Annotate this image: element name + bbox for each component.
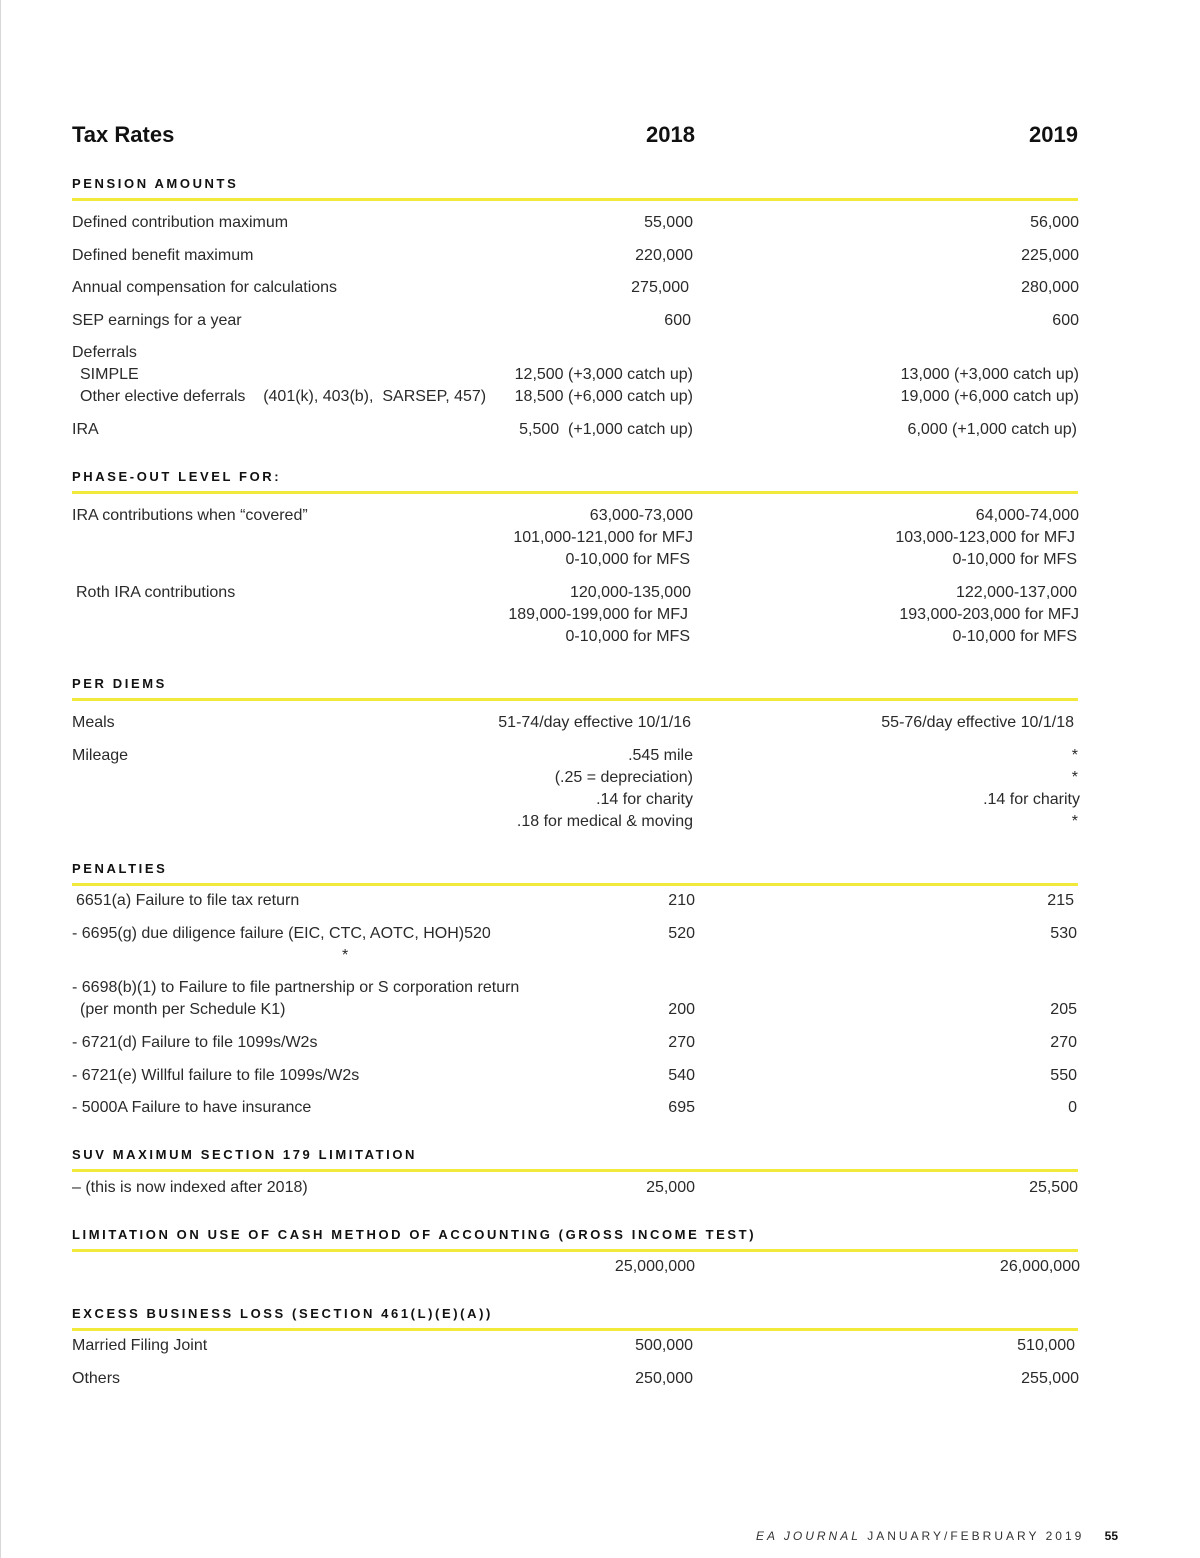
value-2019: * [1071, 769, 1078, 786]
row-label: - 6698(b)(1) to Failure to file partnership or S corporation return [72, 979, 520, 996]
value-2019: 600 [1052, 312, 1079, 329]
value-2018: 0-10,000 for MFS [565, 551, 690, 568]
value-2019: 0 [1068, 1099, 1077, 1116]
row-label: Deferrals [72, 344, 137, 361]
row-label: 6651(a) Failure to file tax return [76, 892, 300, 909]
value-2019: 56,000 [1030, 214, 1079, 231]
value-2018: (.25 = depreciation) [554, 769, 693, 786]
value-2018: 500,000 [635, 1337, 693, 1354]
value-2019: 255,000 [1021, 1370, 1079, 1387]
value-2018: 270 [668, 1034, 695, 1051]
row-label: Roth IRA contributions [76, 584, 236, 601]
row-label: Others [72, 1370, 121, 1387]
row-label: SIMPLE [80, 366, 139, 383]
value-2018: 25,000 [646, 1179, 695, 1196]
section-rule [72, 1169, 1078, 1172]
section-rule [72, 698, 1078, 701]
value-2018: 0-10,000 for MFS [565, 628, 690, 645]
row-label: Meals [72, 714, 115, 731]
value-2018: 540 [668, 1067, 695, 1084]
row-label: (per month per Schedule K1) [80, 1001, 286, 1018]
row-label: Annual compensation for calculations [72, 279, 338, 296]
value-2019: 6,000 (+1,000 catch up) [907, 421, 1077, 438]
value-2018: .18 for medical & moving [516, 813, 693, 830]
value-2019: 550 [1050, 1067, 1077, 1084]
row-label: - 6721(e) Willful failure to file 1099s/W2s [72, 1067, 360, 1084]
section-heading-penalties: PENALTIES [72, 861, 168, 876]
value-2018: 55,000 [644, 214, 693, 231]
section-heading-phaseout: PHASE-OUT LEVEL FOR: [72, 469, 282, 484]
page-number: 55 [1104, 1529, 1118, 1543]
page-title: Tax Rates [72, 122, 175, 147]
value-2019: 225,000 [1021, 247, 1079, 264]
value-2019: 280,000 [1021, 279, 1079, 296]
value-2018: 12,500 (+3,000 catch up) [514, 366, 693, 383]
value-2019: .14 for charity [983, 791, 1080, 808]
column-header-2018: 2018 [646, 122, 695, 147]
footer-issue: JANUARY/FEBRUARY 2019 [867, 1529, 1085, 1543]
value-2019: 19,000 (+6,000 catch up) [900, 388, 1079, 405]
value-2019: 215 [1047, 892, 1074, 909]
value-2019: 205 [1050, 1001, 1077, 1018]
value-2018: 275,000 [631, 279, 689, 296]
section-rule [72, 883, 1078, 886]
section-rule [72, 491, 1078, 494]
row-label: SEP earnings for a year [72, 312, 242, 329]
value-2018: .14 for charity [596, 791, 693, 808]
section-heading-suv: SUV MAXIMUM SECTION 179 LIMITATION [72, 1147, 418, 1162]
value-2018: 200 [668, 1001, 695, 1018]
page-edge [0, 0, 1, 1558]
section-heading-excess-business-loss: EXCESS BUSINESS LOSS (SECTION 461(L)(E)(A)) [72, 1306, 493, 1321]
value-2018: 63,000-73,000 [589, 507, 693, 524]
row-label: Defined benefit maximum [72, 247, 254, 264]
row-label: IRA contributions when “covered” [72, 507, 308, 524]
value-2019: 0-10,000 for MFS [952, 628, 1077, 645]
value-2018: 210 [668, 892, 695, 909]
value-2019: 64,000-74,000 [975, 507, 1079, 524]
value-2018: 189,000-199,000 for MFJ [508, 606, 688, 623]
row-label: Mileage [72, 747, 129, 764]
value-2018: 520 [668, 925, 695, 942]
row-label: - 6695(g) due diligence failure (EIC, CTC, AOTC, HOH)520 [72, 925, 491, 942]
row-label: – (this is now indexed after 2018) [72, 1179, 308, 1196]
value-2018: 101,000-121,000 for MFJ [513, 529, 693, 546]
row-label: Other elective deferrals (401(k), 403(b), SARSEP, 457) [80, 388, 487, 405]
value-2019: 13,000 (+3,000 catch up) [900, 366, 1079, 383]
value-2018: 120,000-135,000 [570, 584, 691, 601]
section-heading-per-diems: PER DIEMS [72, 676, 167, 691]
footnote-asterisk: * [342, 947, 349, 964]
value-2019: * [1071, 813, 1078, 830]
row-label: Married Filing Joint [72, 1337, 208, 1354]
value-2019: 270 [1050, 1034, 1077, 1051]
value-2018: 250,000 [635, 1370, 693, 1387]
section-rule [72, 198, 1078, 201]
footer-publication: EA JOURNAL [755, 1529, 861, 1543]
value-2019: 55-76/day effective 10/1/18 [881, 714, 1074, 731]
value-2018: 695 [668, 1099, 695, 1116]
value-2019: 25,500 [1029, 1179, 1078, 1196]
value-2019: 530 [1050, 925, 1077, 942]
value-2019: 26,000,000 [999, 1258, 1080, 1275]
section-heading-cash-method: LIMITATION ON USE OF CASH METHOD OF ACCOUNTING (GROSS INCOME TEST) [72, 1227, 757, 1242]
section-rule [72, 1328, 1078, 1331]
value-2018: 18,500 (+6,000 catch up) [514, 388, 693, 405]
value-2018: 600 [664, 312, 691, 329]
row-label: IRA [72, 421, 99, 438]
row-label: - 6721(d) Failure to file 1099s/W2s [72, 1034, 318, 1051]
row-label: - 5000A Failure to have insurance [72, 1099, 312, 1116]
value-2019: * [1071, 747, 1078, 764]
value-2019: 103,000-123,000 for MFJ [895, 529, 1075, 546]
row-label: Defined contribution maximum [72, 214, 289, 231]
value-2018: 220,000 [635, 247, 693, 264]
value-2018: .545 mile [628, 747, 693, 764]
value-2019: 510,000 [1017, 1337, 1075, 1354]
value-2018: 5,500 (+1,000 catch up) [519, 421, 693, 438]
column-header-2019: 2019 [1029, 122, 1078, 147]
section-heading-pension: PENSION AMOUNTS [72, 176, 239, 191]
section-rule [72, 1249, 1078, 1252]
value-2018: 25,000,000 [614, 1258, 695, 1275]
page-footer [756, 1529, 1118, 1543]
value-2019: 0-10,000 for MFS [952, 551, 1077, 568]
value-2018: 51-74/day effective 10/1/16 [498, 714, 691, 731]
value-2019: 193,000-203,000 for MFJ [899, 606, 1079, 623]
value-2019: 122,000-137,000 [956, 584, 1077, 601]
